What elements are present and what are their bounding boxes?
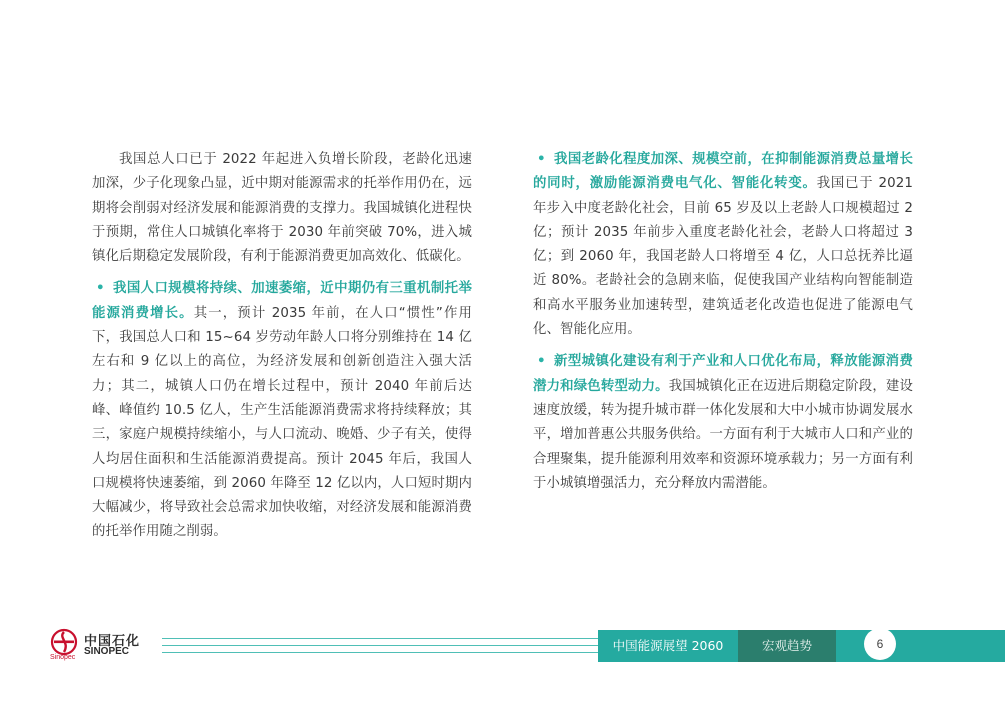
bullet-body: 我国城镇化正在迈进后期稳定阶段，建设速度放缓，转为提升城市群一体化发展和大中小城市协调发展水平，增加普惠公共服务供给。一方面有利于大城市人口和产业的合理聚集，提升能源利用效率和资源环境承载力；另一方面有利于小城镇增强活力，充分释放内需潜能。 bbox=[533, 378, 913, 491]
bullet-heading: 新型城镇化建设有利于产业和人口优化布局，释放能源消费潜力和绿色转型动力。 bbox=[533, 354, 913, 394]
bullet-paragraph-urbanization bbox=[533, 350, 913, 496]
right-column bbox=[533, 148, 913, 504]
bullet-body: 我国已于 2021 年步入中度老龄化社会，目前 65 岁及以上老龄人口规模超过 2 亿；预计 2035 年前步入重度老龄化社会，老龄人口将超过 3 亿；到 2060 年，我国老龄人口将增至 4 亿，人口总抚养比逼近 80%。老龄社会的急剧来临，促使我国产业结构向智能制造和高水平服务业加速转型，建筑适老化改造也促进了能源电气化、智能化应用。 bbox=[533, 176, 914, 338]
bullet-paragraph-aging bbox=[533, 148, 913, 342]
logo-english-name: SINOPEC bbox=[84, 646, 130, 657]
logo-chinese-name: 中国石化 bbox=[84, 634, 141, 649]
bullet-heading: 我国老龄化程度加深、规模空前，在抑制能源消费总量增长的同时，激励能源消费电气化、智能化转变。 bbox=[533, 152, 913, 192]
bullet-dot-icon: • bbox=[96, 281, 105, 297]
logo-mark-text: Sinopec bbox=[50, 654, 76, 661]
footer-accent-band bbox=[836, 630, 1005, 662]
intro-paragraph: 我国总人口已于 2022 年起进入负增长阶段，老龄化迅速加深，少子化现象凸显，近中期对能源需求的托举作用仍在，远期将会削弱对经济发展和能源消费的支撑力。我国城镇化进程快于预期，常住人口城镇化率将于 2030 年前突破 70%，进入城镇化后期稳定发展阶段，有利于能源消费更加高效化、低碳化。 bbox=[92, 152, 472, 265]
report-title: 中国能源展望 2060 bbox=[598, 630, 738, 662]
section-label: 宏观趋势 bbox=[738, 630, 836, 662]
bullet-heading: 我国人口规模将持续、加速萎缩，近中期仍有三重机制托举能源消费增长。 bbox=[92, 281, 472, 321]
footer-decorative-lines bbox=[162, 636, 598, 656]
page-number: 6 bbox=[864, 628, 896, 660]
bullet-paragraph-population bbox=[92, 277, 472, 544]
bullet-dot-icon: • bbox=[537, 152, 546, 167]
sinopec-logo bbox=[48, 628, 148, 664]
bullet-dot-icon: • bbox=[537, 354, 546, 370]
left-column bbox=[92, 148, 472, 553]
page-footer bbox=[0, 626, 1005, 666]
bullet-body: 其一，预计 2035 年前，在人口“惯性”作用下，我国总人口和 15~64 岁劳动年龄人口将分别维持在 14 亿左右和 9 亿以上的高位，为经济发展和创新创造注入强大活力；其二，城镇人口仍在增长过程中，预计 2040 年前后达峰、峰值约 10.5 亿人，生产生活能源消费需求将持续释放；其三，家庭户规模持续缩小，与人口流动、晚婚、少子有关，使得人均居住面积和生活能源消费提高。预计 2045 年后，我国人口规模将快速萎缩，到 2060 年降至 12 亿以内，人口短时期内大幅减少，将导致社会总需求加快收缩，对经济发展和能源消费的托举作用随之削弱。 bbox=[92, 305, 473, 540]
